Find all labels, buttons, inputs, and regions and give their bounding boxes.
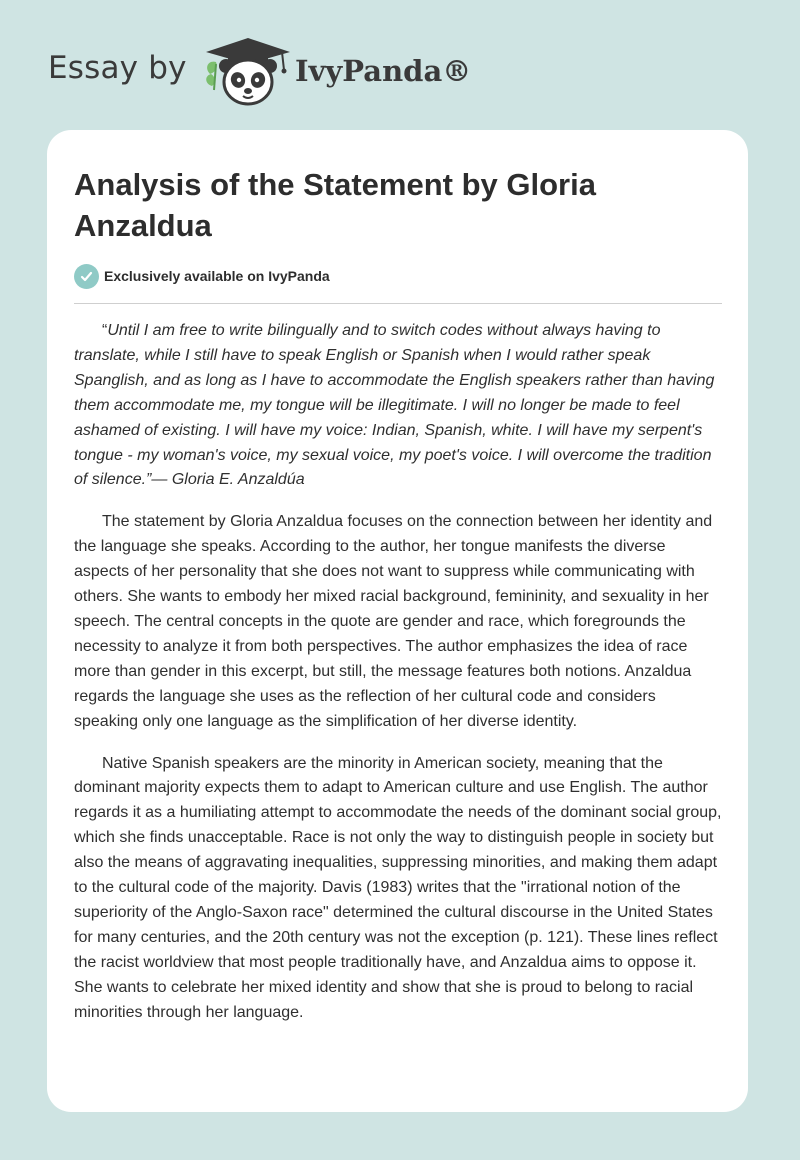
ivypanda-logo-icon[interactable] [202,34,294,108]
quote-open-mark: “ [102,322,108,339]
essay-card [47,130,748,1112]
essay-by-label: Essay by [48,50,187,86]
site-header [0,0,800,130]
exclusive-badge [74,263,330,289]
exclusive-label: Exclusively available on IvyPanda [104,268,330,284]
page-title: Analysis of the Statement by Gloria Anzaldua [74,167,596,243]
check-icon [74,264,99,289]
quote-text: Until I am free to write bilingually and to switch codes without always having to translate, while I still have to speak English or Spanish when I would rather speak Spanglish, and as long as I have to accommodate the English speakers rather than having them accommodate me, my tongue will be illegitimate. I will no longer be made to feel ashamed of existing. I will have my voice: Indian, Spanish, white. I will have my serpent's tongue - my woman's voice, my sexual voice, my poet's voice. I will overcome the tradition of silence.”— Gloria E. Anzaldúa [74,322,715,489]
divider [74,303,722,304]
brand-name[interactable]: IvyPanda® [295,54,472,88]
article-body [74,319,724,1042]
quote-paragraph [74,319,724,493]
body-paragraph: Native Spanish speakers are the minority in American society, meaning that the dominant majority expects them to adapt to American culture and use English. The author regards it as a humiliating attempt to accommodate the needs of the dominant social group, which she finds unacceptable. Race is not only the way to distinguish people in society but also the means of aggravating inequalities, suppressing minorities, and making them adapt to the cultural code of the majority. Davis (1983) writes that the "irrational notion of the superiority of the Anglo-Saxon race" determined the cultural discourse in the United States for many centuries, and the 20th century was not the exception (p. 121). These lines reflect the racist worldview that most people traditionally have, and Anzaldua aims to oppose it. She wants to celebrate her mixed identity and show that she is proud to belong to racial minorities through her language. [74,754,722,1021]
body-paragraph: The statement by Gloria Anzaldua focuses on the connection between her identity and the language she speaks. According to the author, her tongue manifests the diverse aspects of her personality that she does not want to suppress while communicating with others. She wants to embody her mixed racial background, femininity, and sexuality in her speech. The central concepts in the quote are gender and race, which foregrounds the necessity to analyze it from both perspectives. The author emphasizes the idea of race more than gender in this excerpt, but still, the message features both notions. Anzaldua regards the language she uses as the reflection of her cultural code and considers speaking only one language as the simplification of her diverse identity. [74,513,713,730]
